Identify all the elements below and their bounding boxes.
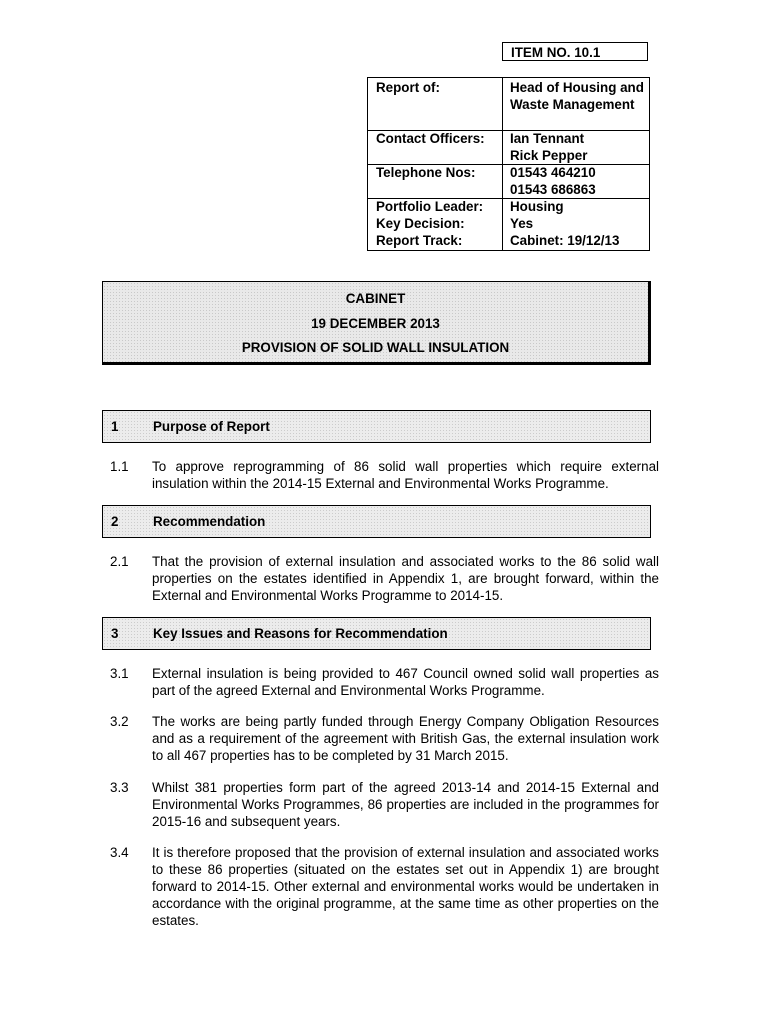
report-track-label: Report Track: — [376, 233, 463, 248]
section-number: 3 — [111, 626, 119, 641]
meeting-date: 19 DECEMBER 2013 — [311, 316, 440, 331]
telephone-label: Telephone Nos: — [376, 165, 476, 180]
paragraph-text: The works are being partly funded through Energy Company Obligation Resources and as a requirement of the agreement with British Gas, the external insulation work to all 467 properties has to be completed by 31 March 2015. — [152, 714, 659, 763]
contact-officer-2: Rick Pepper — [510, 148, 588, 163]
row-telephone — [368, 164, 649, 199]
paragraph-text: It is therefore proposed that the provision of external insulation and associated works to these 86 properties (situated on the estates set out in Appendix 1) are brought forward to 2014-15. Other external and environmental works would be undertaken in accordance with the original programme, at the same time as other properties on the estates. — [152, 845, 659, 928]
paragraph-number: 3.2 — [110, 714, 129, 729]
contact-officers-value — [510, 130, 648, 164]
telephone-1: 01543 464210 — [510, 165, 596, 180]
paragraph-number: 3.3 — [110, 780, 129, 795]
key-decision-value: Yes — [510, 216, 534, 231]
contact-officers-label: Contact Officers: — [376, 131, 485, 146]
meeting-name: CABINET — [345, 291, 406, 306]
telephone-2: 01543 686863 — [510, 182, 596, 197]
section-title: Purpose of Report — [153, 419, 270, 434]
row-portfolio-leader — [368, 198, 649, 215]
row-contact-officers — [368, 130, 649, 165]
section-title: Key Issues and Reasons for Recommendation — [153, 626, 448, 641]
paragraph-text: That the provision of external insulation and associated works to the 86 solid wall properties on the estates identified in Appendix 1, are brought forward, within the External and Environmental Works Programme to 2014-15. — [152, 554, 659, 603]
report-of-label: Report of: — [376, 80, 440, 95]
report-title: PROVISION OF SOLID WALL INSULATION — [241, 340, 510, 355]
report-track-value: Cabinet: 19/12/13 — [510, 233, 620, 248]
paragraph-text: Whilst 381 properties form part of the agreed 2013-14 and 2014-15 External and Environmental Works Programmes, 86 properties are included in the programmes for 2015-16 and subsequent years. — [152, 780, 659, 829]
paragraph-text: To approve reprogramming of 86 solid wall properties which require external insulation within the 2014-15 External and Environmental Works Programme. — [152, 459, 659, 491]
item-number: ITEM NO. 10.1 — [502, 42, 648, 61]
section-heading-1 — [102, 410, 651, 443]
contact-officer-1: Ian Tennant — [510, 131, 585, 146]
row-report-of — [368, 79, 649, 131]
report-title-box — [102, 281, 651, 365]
row-key-decision — [368, 215, 649, 232]
telephone-value — [510, 164, 648, 198]
section-number: 1 — [111, 419, 119, 434]
report-of-value: Head of Housing and Waste Management — [510, 80, 644, 112]
row-report-track — [368, 232, 649, 249]
key-decision-label: Key Decision: — [376, 216, 465, 231]
paragraph-number: 2.1 — [110, 554, 129, 569]
paragraph-text: External insulation is being provided to 467 Council owned solid wall properties as part of the agreed External and Environmental Works Programme. — [152, 666, 659, 698]
paragraph-number: 3.1 — [110, 666, 129, 681]
portfolio-leader-value: Housing — [510, 199, 564, 214]
paragraph-number: 1.1 — [110, 459, 129, 474]
portfolio-leader-label: Portfolio Leader: — [376, 199, 484, 214]
section-heading-3 — [102, 617, 651, 650]
report-details-table — [367, 77, 650, 251]
paragraph-number: 3.4 — [110, 845, 129, 860]
section-title: Recommendation — [153, 514, 266, 529]
section-number: 2 — [111, 514, 119, 529]
section-heading-2 — [102, 505, 651, 538]
